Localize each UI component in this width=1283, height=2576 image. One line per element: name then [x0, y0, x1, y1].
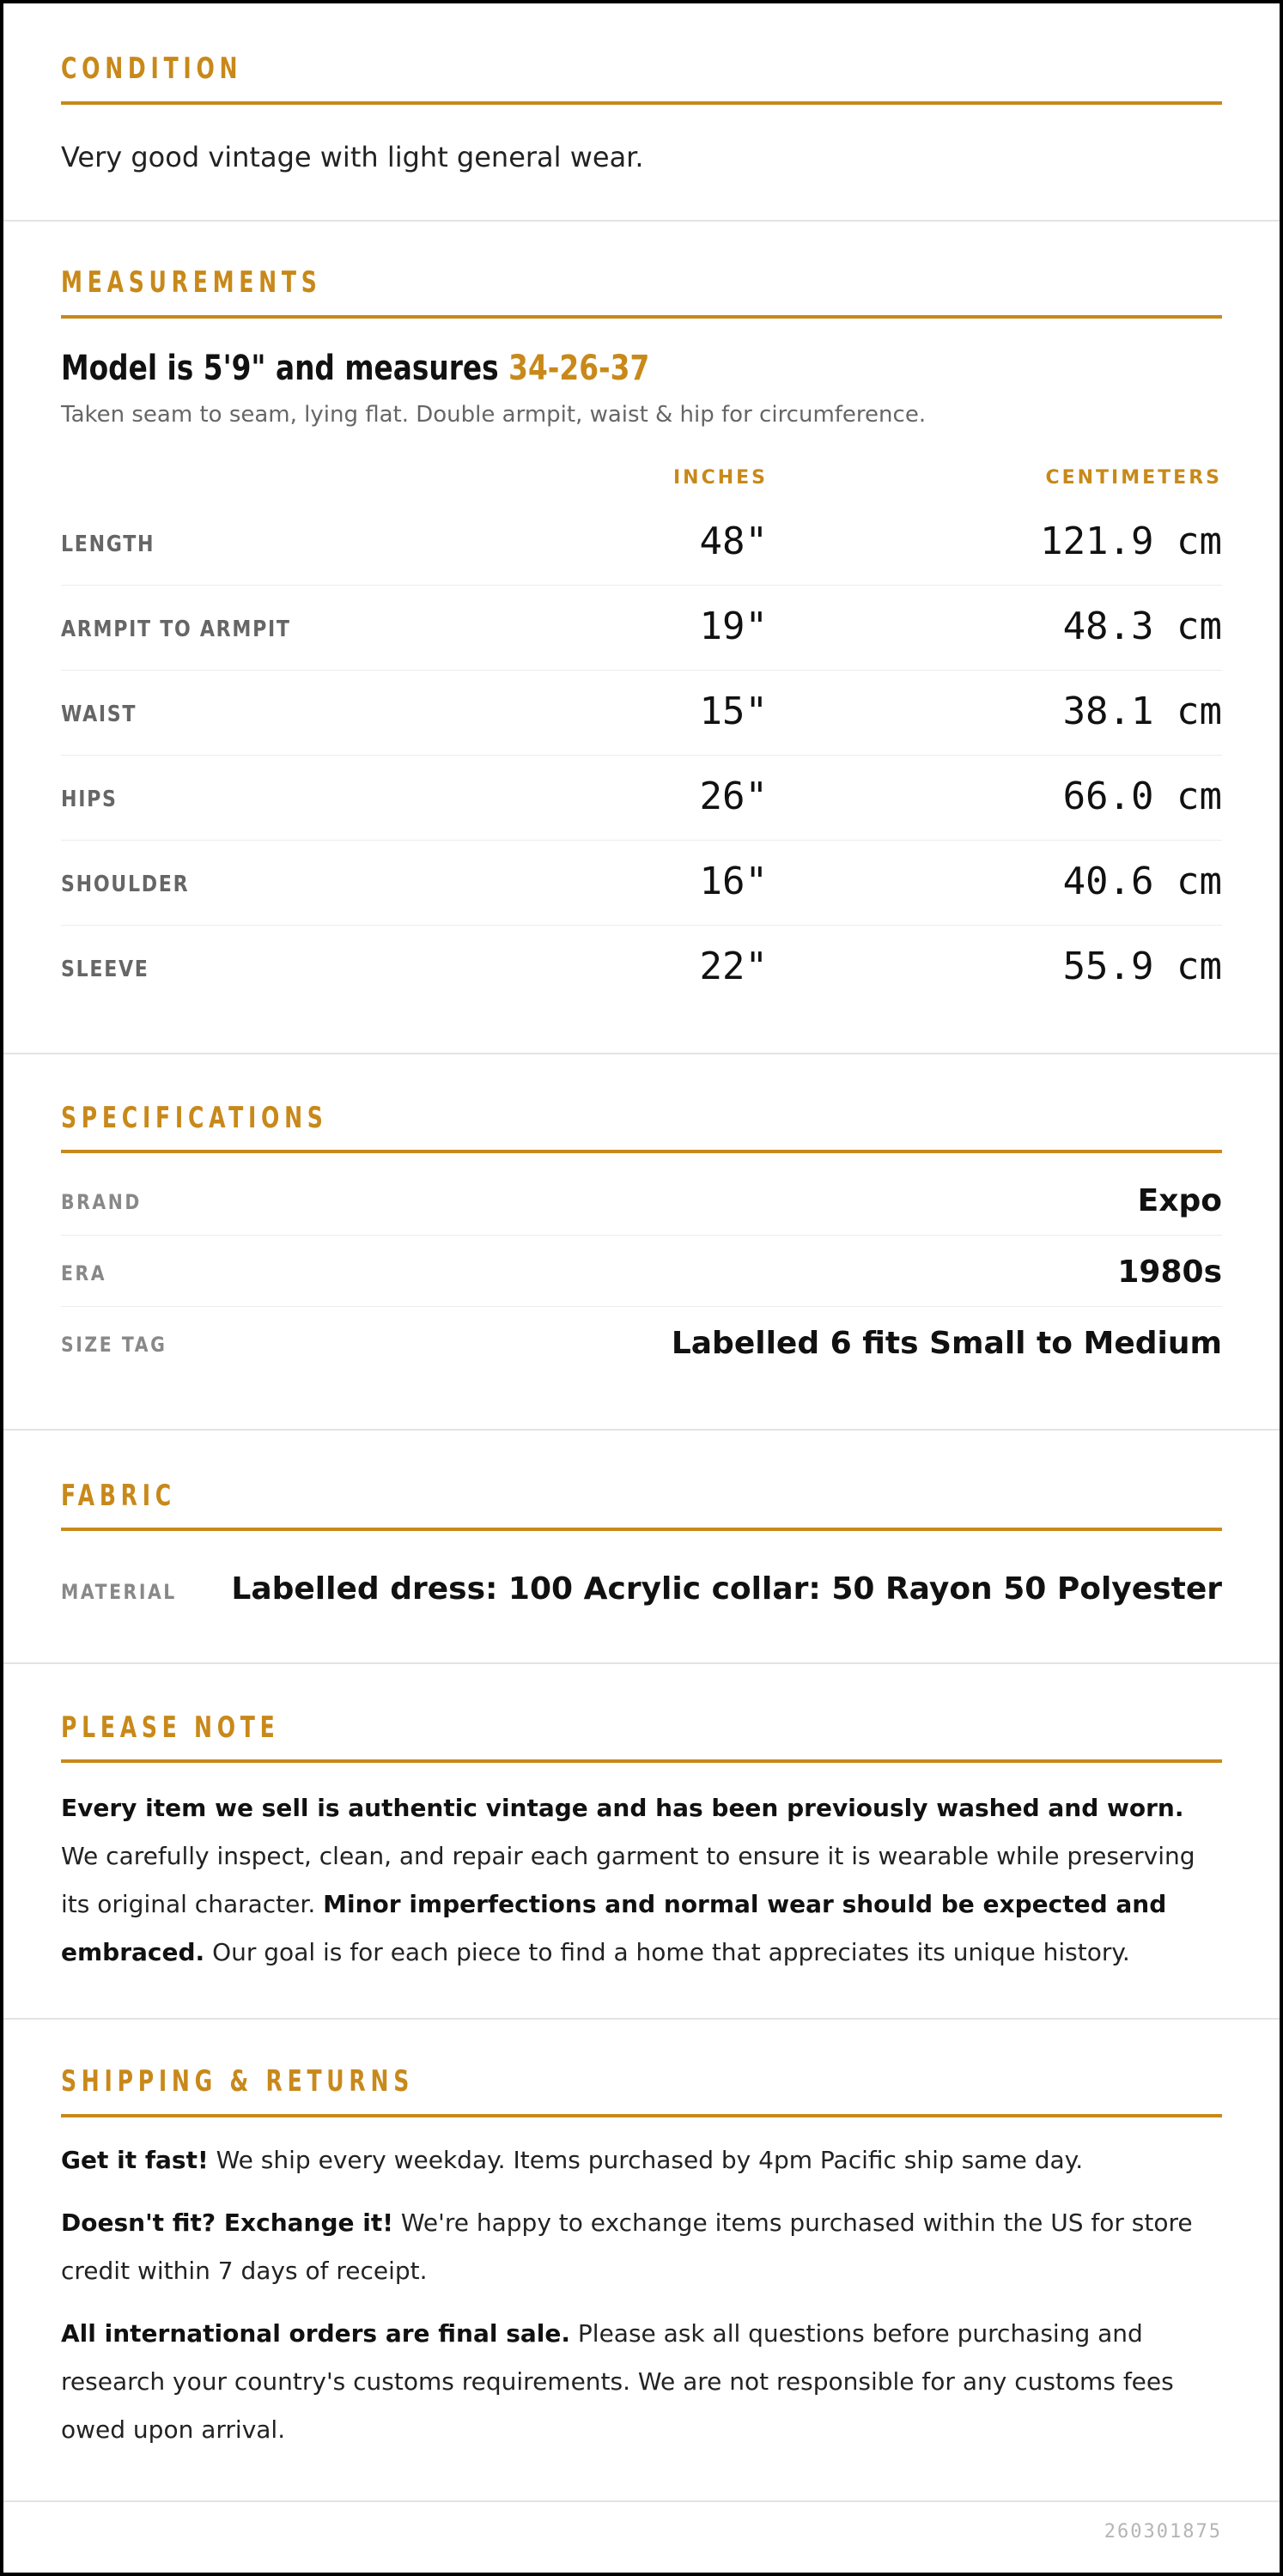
- note-divider: [61, 1759, 1222, 1763]
- measurement-cm: 40.6 cm: [1062, 860, 1222, 903]
- note-paragraph: [61, 1784, 1222, 1977]
- shipping-bold-2: Doesn't fit? Exchange it!: [61, 2208, 393, 2237]
- note-text-2: Our goal is for each piece to find a home that appreciates its unique history.: [204, 1938, 1130, 1966]
- model-measurements: [61, 349, 649, 388]
- shipping-paragraph-international: [61, 2310, 1222, 2454]
- spec-value: Expo: [1137, 1183, 1222, 1218]
- spec-row: [61, 1236, 1222, 1307]
- product-id: 260301875: [1104, 2521, 1222, 2543]
- measurement-inches: 48": [699, 519, 768, 563]
- fabric-value: Labelled dress: 100 Acrylic collar: 50 Rayon 50 Polyester: [231, 1571, 1222, 1607]
- shipping-paragraph-fast: [61, 2136, 1222, 2184]
- fabric-label: MATERIAL: [61, 1580, 177, 1604]
- spec-row: [61, 1164, 1222, 1236]
- measurement-row: [61, 926, 1222, 1011]
- measurement-label: ARMPIT TO ARMPIT: [61, 617, 291, 642]
- measurement-row: [61, 756, 1222, 841]
- note-bold-1: Every item we sell is authentic vintage and has been previously washed and worn.: [61, 1794, 1184, 1822]
- shipping-text-2: We're happy to exchange items purchased within the US for store credit within 7 days of receipt.: [61, 2208, 1193, 2285]
- measurement-row: [61, 501, 1222, 586]
- measurements-heading: MEASUREMENTS: [61, 265, 322, 300]
- column-header-inches: INCHES: [672, 467, 768, 489]
- measurement-row: [61, 841, 1222, 926]
- measurement-cm: 38.1 cm: [1062, 690, 1222, 733]
- fabric-divider: [61, 1528, 1222, 1531]
- shipping-section: [3, 2020, 1280, 2502]
- measurement-inches: 15": [699, 690, 768, 733]
- measurement-label: WAIST: [61, 702, 137, 727]
- condition-heading: CONDITION: [61, 52, 243, 86]
- fabric-row: [61, 1546, 1222, 1628]
- measurement-inches: 22": [699, 945, 768, 988]
- column-header-centimeters: CENTIMETERS: [1045, 467, 1222, 489]
- measurement-label: SHOULDER: [61, 872, 190, 897]
- shipping-bold-3: All international orders are final sale.: [61, 2319, 571, 2348]
- measurement-cm: 121.9 cm: [1040, 519, 1222, 563]
- measurement-row: [61, 671, 1222, 756]
- measurements-subtitle: Taken seam to seam, lying flat. Double armpit, waist & hip for circumference.: [61, 402, 927, 428]
- measurement-inches: 16": [699, 860, 768, 903]
- measurement-cm: 48.3 cm: [1062, 605, 1222, 648]
- measurement-label: SLEEVE: [61, 957, 149, 982]
- shipping-bold-1: Get it fast!: [61, 2146, 209, 2174]
- condition-text: Very good vintage with light general wear.: [61, 141, 644, 173]
- note-bold-2: Minor imperfections and normal wear should be expected and embraced.: [61, 1890, 1167, 1966]
- fabric-section: [3, 1431, 1280, 1664]
- spec-label: SIZE TAG: [61, 1333, 167, 1357]
- shipping-paragraph-exchange: [61, 2199, 1222, 2295]
- spec-value: Labelled 6 fits Small to Medium: [671, 1326, 1222, 1361]
- spec-value: 1980s: [1117, 1255, 1222, 1290]
- measurement-inches: 26": [699, 775, 768, 818]
- spec-row: [61, 1307, 1222, 1378]
- measurement-label: LENGTH: [61, 532, 155, 557]
- measurement-row: [61, 586, 1222, 671]
- spec-label: BRAND: [61, 1190, 142, 1214]
- shipping-divider: [61, 2114, 1222, 2117]
- condition-section: [3, 3, 1280, 222]
- model-measure-value: 34-26-37: [508, 349, 650, 388]
- measurements-section: [3, 222, 1280, 1054]
- product-details-panel: [3, 3, 1280, 2573]
- spec-label: ERA: [61, 1261, 107, 1285]
- note-heading: PLEASE NOTE: [61, 1710, 280, 1745]
- model-prefix: Model is 5'9" and measures: [61, 349, 509, 388]
- note-section: [3, 1664, 1280, 2020]
- shipping-text-3: Please ask all questions before purchasing and research your country's customs requirements. We are not responsible for any customs fees owed upon arrival.: [61, 2319, 1174, 2444]
- measurements-divider: [61, 315, 1222, 319]
- measurement-label: HIPS: [61, 787, 118, 812]
- measurement-cm: 66.0 cm: [1062, 775, 1222, 818]
- condition-divider: [61, 101, 1222, 105]
- shipping-heading: SHIPPING & RETURNS: [61, 2064, 414, 2099]
- shipping-text-1: We ship every weekday. Items purchased by 4pm Pacific ship same day.: [208, 2146, 1084, 2174]
- specifications-section: [3, 1054, 1280, 1431]
- measurement-inches: 19": [699, 605, 768, 648]
- measurement-cm: 55.9 cm: [1062, 945, 1222, 988]
- note-text-1: We carefully inspect, clean, and repair each garment to ensure it is wearable while preserving its original character.: [61, 1842, 1195, 1918]
- specifications-heading: SPECIFICATIONS: [61, 1101, 328, 1135]
- specifications-divider: [61, 1150, 1222, 1153]
- fabric-heading: FABRIC: [61, 1479, 176, 1513]
